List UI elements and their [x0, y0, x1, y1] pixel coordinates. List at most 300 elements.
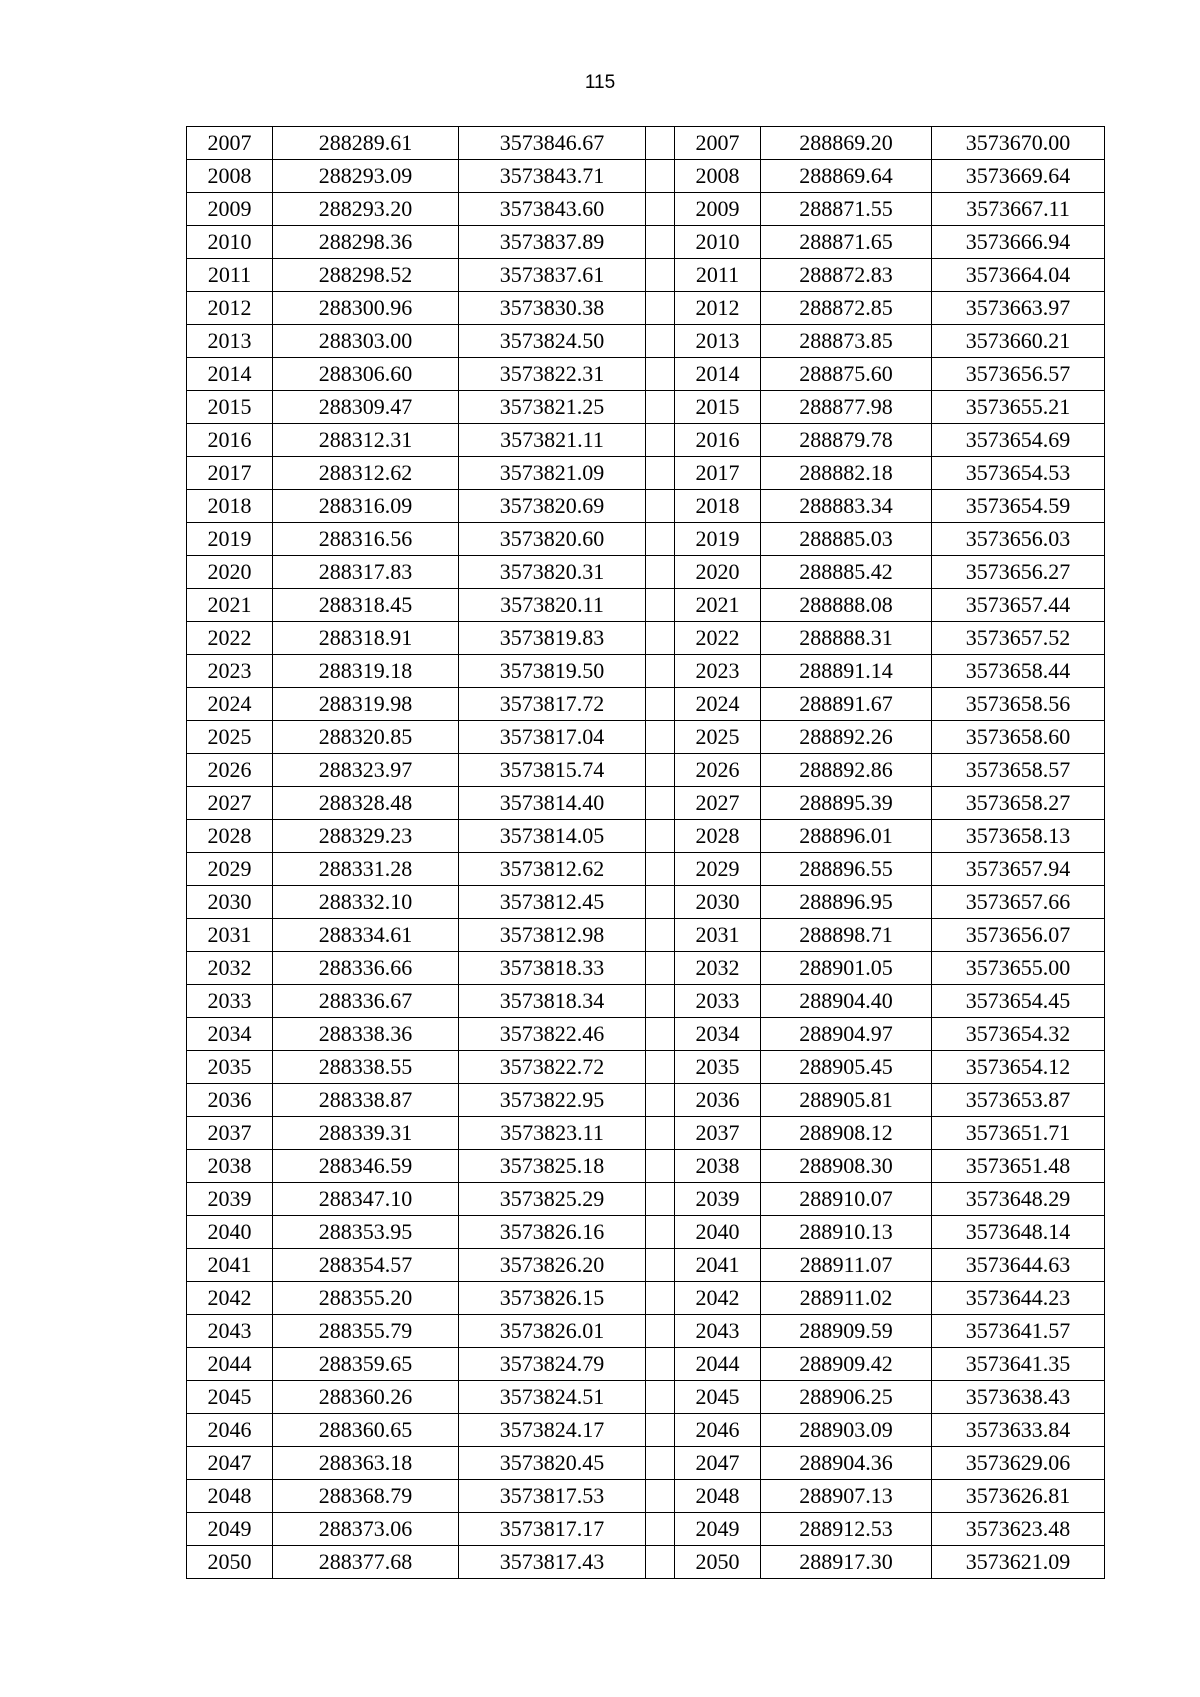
right-x-coordinate-cell: 288907.13	[761, 1480, 932, 1513]
spacer-cell	[646, 589, 675, 622]
left-x-coordinate-cell: 288319.98	[273, 688, 459, 721]
right-point-number-cell: 2041	[675, 1249, 761, 1282]
right-x-coordinate-cell: 288873.85	[761, 325, 932, 358]
right-y-coordinate-cell: 3573623.48	[932, 1513, 1105, 1546]
table-row	[187, 1018, 1105, 1051]
right-point-number-cell: 2014	[675, 358, 761, 391]
left-x-coordinate-cell: 288303.00	[273, 325, 459, 358]
spacer-cell	[646, 1348, 675, 1381]
right-y-coordinate-cell: 3573656.03	[932, 523, 1105, 556]
left-x-coordinate-cell: 288298.36	[273, 226, 459, 259]
left-point-number-cell: 2040	[187, 1216, 273, 1249]
right-y-coordinate-cell: 3573654.32	[932, 1018, 1105, 1051]
left-y-coordinate-cell: 3573815.74	[459, 754, 646, 787]
left-x-coordinate-cell: 288346.59	[273, 1150, 459, 1183]
left-y-coordinate-cell: 3573819.50	[459, 655, 646, 688]
right-x-coordinate-cell: 288896.55	[761, 853, 932, 886]
table-row	[187, 259, 1105, 292]
spacer-cell	[646, 1315, 675, 1348]
table-row	[187, 1249, 1105, 1282]
left-x-coordinate-cell: 288360.26	[273, 1381, 459, 1414]
table-row	[187, 820, 1105, 853]
right-x-coordinate-cell: 288898.71	[761, 919, 932, 952]
right-x-coordinate-cell: 288879.78	[761, 424, 932, 457]
left-x-coordinate-cell: 288373.06	[273, 1513, 459, 1546]
right-point-number-cell: 2046	[675, 1414, 761, 1447]
left-y-coordinate-cell: 3573812.62	[459, 853, 646, 886]
right-point-number-cell: 2042	[675, 1282, 761, 1315]
right-point-number-cell: 2027	[675, 787, 761, 820]
coordinates-table	[186, 126, 1105, 1579]
page-number: 115	[584, 72, 616, 93]
spacer-cell	[646, 1249, 675, 1282]
right-y-coordinate-cell: 3573638.43	[932, 1381, 1105, 1414]
right-x-coordinate-cell: 288872.85	[761, 292, 932, 325]
spacer-cell	[646, 1117, 675, 1150]
left-y-coordinate-cell: 3573846.67	[459, 127, 646, 160]
spacer-cell	[646, 457, 675, 490]
left-y-coordinate-cell: 3573817.72	[459, 688, 646, 721]
table-row	[187, 457, 1105, 490]
spacer-cell	[646, 127, 675, 160]
left-x-coordinate-cell: 288355.20	[273, 1282, 459, 1315]
right-y-coordinate-cell: 3573658.44	[932, 655, 1105, 688]
right-y-coordinate-cell: 3573660.21	[932, 325, 1105, 358]
left-point-number-cell: 2019	[187, 523, 273, 556]
left-y-coordinate-cell: 3573812.45	[459, 886, 646, 919]
left-x-coordinate-cell: 288336.66	[273, 952, 459, 985]
spacer-cell	[646, 655, 675, 688]
table-row	[187, 556, 1105, 589]
left-x-coordinate-cell: 288328.48	[273, 787, 459, 820]
spacer-cell	[646, 391, 675, 424]
spacer-cell	[646, 1084, 675, 1117]
right-x-coordinate-cell: 288905.45	[761, 1051, 932, 1084]
right-point-number-cell: 2043	[675, 1315, 761, 1348]
left-point-number-cell: 2014	[187, 358, 273, 391]
left-x-coordinate-cell: 288312.31	[273, 424, 459, 457]
left-x-coordinate-cell: 288319.18	[273, 655, 459, 688]
table-row	[187, 952, 1105, 985]
right-y-coordinate-cell: 3573663.97	[932, 292, 1105, 325]
left-x-coordinate-cell: 288293.20	[273, 193, 459, 226]
right-point-number-cell: 2026	[675, 754, 761, 787]
right-point-number-cell: 2028	[675, 820, 761, 853]
right-x-coordinate-cell: 288885.42	[761, 556, 932, 589]
table-row	[187, 1315, 1105, 1348]
spacer-cell	[646, 985, 675, 1018]
right-x-coordinate-cell: 288911.07	[761, 1249, 932, 1282]
right-x-coordinate-cell: 288903.09	[761, 1414, 932, 1447]
right-x-coordinate-cell: 288872.83	[761, 259, 932, 292]
left-point-number-cell: 2044	[187, 1348, 273, 1381]
table-row	[187, 1282, 1105, 1315]
right-point-number-cell: 2047	[675, 1447, 761, 1480]
right-x-coordinate-cell: 288909.42	[761, 1348, 932, 1381]
spacer-cell	[646, 919, 675, 952]
right-x-coordinate-cell: 288917.30	[761, 1546, 932, 1579]
left-y-coordinate-cell: 3573843.60	[459, 193, 646, 226]
right-point-number-cell: 2019	[675, 523, 761, 556]
left-y-coordinate-cell: 3573826.16	[459, 1216, 646, 1249]
right-point-number-cell: 2035	[675, 1051, 761, 1084]
table-row	[187, 523, 1105, 556]
table-row	[187, 754, 1105, 787]
left-y-coordinate-cell: 3573820.60	[459, 523, 646, 556]
right-point-number-cell: 2007	[675, 127, 761, 160]
right-point-number-cell: 2034	[675, 1018, 761, 1051]
right-y-coordinate-cell: 3573657.66	[932, 886, 1105, 919]
right-point-number-cell: 2012	[675, 292, 761, 325]
right-point-number-cell: 2032	[675, 952, 761, 985]
spacer-cell	[646, 688, 675, 721]
right-x-coordinate-cell: 288911.02	[761, 1282, 932, 1315]
table-row	[187, 193, 1105, 226]
right-point-number-cell: 2040	[675, 1216, 761, 1249]
right-x-coordinate-cell: 288882.18	[761, 457, 932, 490]
left-point-number-cell: 2041	[187, 1249, 273, 1282]
spacer-cell	[646, 721, 675, 754]
spacer-cell	[646, 325, 675, 358]
table-row	[187, 655, 1105, 688]
left-y-coordinate-cell: 3573817.04	[459, 721, 646, 754]
right-point-number-cell: 2045	[675, 1381, 761, 1414]
table-row	[187, 1051, 1105, 1084]
right-x-coordinate-cell: 288869.64	[761, 160, 932, 193]
table-row	[187, 622, 1105, 655]
left-x-coordinate-cell: 288360.65	[273, 1414, 459, 1447]
right-x-coordinate-cell: 288909.59	[761, 1315, 932, 1348]
right-y-coordinate-cell: 3573658.60	[932, 721, 1105, 754]
left-y-coordinate-cell: 3573818.33	[459, 952, 646, 985]
right-y-coordinate-cell: 3573656.57	[932, 358, 1105, 391]
left-x-coordinate-cell: 288338.55	[273, 1051, 459, 1084]
table-row	[187, 424, 1105, 457]
left-x-coordinate-cell: 288312.62	[273, 457, 459, 490]
spacer-cell	[646, 1051, 675, 1084]
spacer-cell	[646, 1150, 675, 1183]
right-y-coordinate-cell: 3573658.13	[932, 820, 1105, 853]
table-row	[187, 391, 1105, 424]
right-y-coordinate-cell: 3573666.94	[932, 226, 1105, 259]
spacer-cell	[646, 1513, 675, 1546]
left-y-coordinate-cell: 3573819.83	[459, 622, 646, 655]
right-x-coordinate-cell: 288871.65	[761, 226, 932, 259]
right-x-coordinate-cell: 288871.55	[761, 193, 932, 226]
left-point-number-cell: 2033	[187, 985, 273, 1018]
left-point-number-cell: 2013	[187, 325, 273, 358]
left-x-coordinate-cell: 288334.61	[273, 919, 459, 952]
right-point-number-cell: 2029	[675, 853, 761, 886]
left-x-coordinate-cell: 288317.83	[273, 556, 459, 589]
right-y-coordinate-cell: 3573655.00	[932, 952, 1105, 985]
left-point-number-cell: 2021	[187, 589, 273, 622]
left-point-number-cell: 2011	[187, 259, 273, 292]
left-y-coordinate-cell: 3573814.40	[459, 787, 646, 820]
right-point-number-cell: 2031	[675, 919, 761, 952]
right-point-number-cell: 2030	[675, 886, 761, 919]
left-point-number-cell: 2030	[187, 886, 273, 919]
left-y-coordinate-cell: 3573817.53	[459, 1480, 646, 1513]
left-y-coordinate-cell: 3573837.61	[459, 259, 646, 292]
table-row	[187, 1084, 1105, 1117]
right-point-number-cell: 2017	[675, 457, 761, 490]
left-x-coordinate-cell: 288355.79	[273, 1315, 459, 1348]
left-y-coordinate-cell: 3573820.45	[459, 1447, 646, 1480]
left-point-number-cell: 2038	[187, 1150, 273, 1183]
left-y-coordinate-cell: 3573837.89	[459, 226, 646, 259]
spacer-cell	[646, 193, 675, 226]
table-row	[187, 886, 1105, 919]
table-row	[187, 787, 1105, 820]
left-y-coordinate-cell: 3573814.05	[459, 820, 646, 853]
table-row	[187, 292, 1105, 325]
left-x-coordinate-cell: 288289.61	[273, 127, 459, 160]
table-row	[187, 1447, 1105, 1480]
right-x-coordinate-cell: 288901.05	[761, 952, 932, 985]
right-x-coordinate-cell: 288891.67	[761, 688, 932, 721]
right-x-coordinate-cell: 288869.20	[761, 127, 932, 160]
spacer-cell	[646, 853, 675, 886]
left-y-coordinate-cell: 3573820.31	[459, 556, 646, 589]
left-x-coordinate-cell: 288363.18	[273, 1447, 459, 1480]
left-y-coordinate-cell: 3573824.51	[459, 1381, 646, 1414]
spacer-cell	[646, 523, 675, 556]
right-x-coordinate-cell: 288877.98	[761, 391, 932, 424]
left-y-coordinate-cell: 3573826.15	[459, 1282, 646, 1315]
left-x-coordinate-cell: 288316.56	[273, 523, 459, 556]
right-x-coordinate-cell: 288905.81	[761, 1084, 932, 1117]
left-point-number-cell: 2047	[187, 1447, 273, 1480]
right-y-coordinate-cell: 3573654.53	[932, 457, 1105, 490]
spacer-cell	[646, 820, 675, 853]
left-point-number-cell: 2049	[187, 1513, 273, 1546]
right-point-number-cell: 2015	[675, 391, 761, 424]
left-x-coordinate-cell: 288331.28	[273, 853, 459, 886]
left-y-coordinate-cell: 3573824.17	[459, 1414, 646, 1447]
left-y-coordinate-cell: 3573826.01	[459, 1315, 646, 1348]
right-y-coordinate-cell: 3573658.56	[932, 688, 1105, 721]
left-point-number-cell: 2028	[187, 820, 273, 853]
left-y-coordinate-cell: 3573822.95	[459, 1084, 646, 1117]
spacer-cell	[646, 259, 675, 292]
table-row	[187, 1183, 1105, 1216]
left-x-coordinate-cell: 288318.91	[273, 622, 459, 655]
right-y-coordinate-cell: 3573664.04	[932, 259, 1105, 292]
left-point-number-cell: 2018	[187, 490, 273, 523]
spacer-cell	[646, 622, 675, 655]
right-y-coordinate-cell: 3573654.69	[932, 424, 1105, 457]
right-point-number-cell: 2020	[675, 556, 761, 589]
right-point-number-cell: 2048	[675, 1480, 761, 1513]
right-point-number-cell: 2013	[675, 325, 761, 358]
right-x-coordinate-cell: 288908.30	[761, 1150, 932, 1183]
left-y-coordinate-cell: 3573825.18	[459, 1150, 646, 1183]
left-x-coordinate-cell: 288332.10	[273, 886, 459, 919]
left-x-coordinate-cell: 288338.36	[273, 1018, 459, 1051]
left-point-number-cell: 2008	[187, 160, 273, 193]
right-y-coordinate-cell: 3573648.29	[932, 1183, 1105, 1216]
right-x-coordinate-cell: 288908.12	[761, 1117, 932, 1150]
left-x-coordinate-cell: 288336.67	[273, 985, 459, 1018]
left-point-number-cell: 2032	[187, 952, 273, 985]
left-y-coordinate-cell: 3573826.20	[459, 1249, 646, 1282]
right-x-coordinate-cell: 288895.39	[761, 787, 932, 820]
right-x-coordinate-cell: 288910.07	[761, 1183, 932, 1216]
left-point-number-cell: 2017	[187, 457, 273, 490]
right-x-coordinate-cell: 288888.08	[761, 589, 932, 622]
right-point-number-cell: 2033	[675, 985, 761, 1018]
spacer-cell	[646, 358, 675, 391]
right-y-coordinate-cell: 3573644.63	[932, 1249, 1105, 1282]
spacer-cell	[646, 952, 675, 985]
right-point-number-cell: 2023	[675, 655, 761, 688]
left-x-coordinate-cell: 288329.23	[273, 820, 459, 853]
left-x-coordinate-cell: 288354.57	[273, 1249, 459, 1282]
right-y-coordinate-cell: 3573641.57	[932, 1315, 1105, 1348]
right-x-coordinate-cell: 288912.53	[761, 1513, 932, 1546]
right-x-coordinate-cell: 288906.25	[761, 1381, 932, 1414]
right-point-number-cell: 2049	[675, 1513, 761, 1546]
right-y-coordinate-cell: 3573658.27	[932, 787, 1105, 820]
spacer-cell	[646, 1480, 675, 1513]
left-y-coordinate-cell: 3573817.17	[459, 1513, 646, 1546]
right-x-coordinate-cell: 288888.31	[761, 622, 932, 655]
table-row	[187, 1381, 1105, 1414]
right-x-coordinate-cell: 288892.26	[761, 721, 932, 754]
table-row	[187, 1546, 1105, 1579]
left-x-coordinate-cell: 288377.68	[273, 1546, 459, 1579]
left-point-number-cell: 2039	[187, 1183, 273, 1216]
left-y-coordinate-cell: 3573822.31	[459, 358, 646, 391]
table-row	[187, 1216, 1105, 1249]
right-point-number-cell: 2008	[675, 160, 761, 193]
left-y-coordinate-cell: 3573818.34	[459, 985, 646, 1018]
right-point-number-cell: 2036	[675, 1084, 761, 1117]
left-y-coordinate-cell: 3573817.43	[459, 1546, 646, 1579]
right-x-coordinate-cell: 288885.03	[761, 523, 932, 556]
left-point-number-cell: 2007	[187, 127, 273, 160]
left-point-number-cell: 2009	[187, 193, 273, 226]
spacer-cell	[646, 292, 675, 325]
right-point-number-cell: 2022	[675, 622, 761, 655]
spacer-cell	[646, 1381, 675, 1414]
left-y-coordinate-cell: 3573823.11	[459, 1117, 646, 1150]
right-y-coordinate-cell: 3573669.64	[932, 160, 1105, 193]
left-x-coordinate-cell: 288347.10	[273, 1183, 459, 1216]
left-y-coordinate-cell: 3573812.98	[459, 919, 646, 952]
left-y-coordinate-cell: 3573830.38	[459, 292, 646, 325]
right-y-coordinate-cell: 3573657.52	[932, 622, 1105, 655]
right-point-number-cell: 2050	[675, 1546, 761, 1579]
right-y-coordinate-cell: 3573670.00	[932, 127, 1105, 160]
table-row	[187, 1513, 1105, 1546]
spacer-cell	[646, 424, 675, 457]
right-point-number-cell: 2010	[675, 226, 761, 259]
right-point-number-cell: 2024	[675, 688, 761, 721]
left-y-coordinate-cell: 3573824.79	[459, 1348, 646, 1381]
left-x-coordinate-cell: 288320.85	[273, 721, 459, 754]
left-x-coordinate-cell: 288359.65	[273, 1348, 459, 1381]
left-point-number-cell: 2010	[187, 226, 273, 259]
spacer-cell	[646, 1018, 675, 1051]
table-row	[187, 853, 1105, 886]
right-point-number-cell: 2018	[675, 490, 761, 523]
right-y-coordinate-cell: 3573641.35	[932, 1348, 1105, 1381]
right-y-coordinate-cell: 3573655.21	[932, 391, 1105, 424]
left-y-coordinate-cell: 3573825.29	[459, 1183, 646, 1216]
table-row	[187, 127, 1105, 160]
table-row	[187, 919, 1105, 952]
right-point-number-cell: 2039	[675, 1183, 761, 1216]
right-x-coordinate-cell: 288883.34	[761, 490, 932, 523]
right-y-coordinate-cell: 3573648.14	[932, 1216, 1105, 1249]
right-y-coordinate-cell: 3573633.84	[932, 1414, 1105, 1447]
left-x-coordinate-cell: 288298.52	[273, 259, 459, 292]
left-point-number-cell: 2022	[187, 622, 273, 655]
left-point-number-cell: 2034	[187, 1018, 273, 1051]
table-row	[187, 1150, 1105, 1183]
right-x-coordinate-cell: 288910.13	[761, 1216, 932, 1249]
left-point-number-cell: 2045	[187, 1381, 273, 1414]
left-point-number-cell: 2024	[187, 688, 273, 721]
spacer-cell	[646, 1216, 675, 1249]
table-row	[187, 490, 1105, 523]
spacer-cell	[646, 1183, 675, 1216]
spacer-cell	[646, 556, 675, 589]
spacer-cell	[646, 1546, 675, 1579]
right-point-number-cell: 2025	[675, 721, 761, 754]
table-row	[187, 226, 1105, 259]
left-x-coordinate-cell: 288318.45	[273, 589, 459, 622]
left-point-number-cell: 2050	[187, 1546, 273, 1579]
left-point-number-cell: 2015	[187, 391, 273, 424]
right-y-coordinate-cell: 3573656.07	[932, 919, 1105, 952]
right-x-coordinate-cell: 288904.40	[761, 985, 932, 1018]
right-y-coordinate-cell: 3573654.59	[932, 490, 1105, 523]
right-x-coordinate-cell: 288892.86	[761, 754, 932, 787]
right-point-number-cell: 2044	[675, 1348, 761, 1381]
right-y-coordinate-cell: 3573651.71	[932, 1117, 1105, 1150]
right-point-number-cell: 2021	[675, 589, 761, 622]
right-point-number-cell: 2037	[675, 1117, 761, 1150]
left-point-number-cell: 2043	[187, 1315, 273, 1348]
table-row	[187, 325, 1105, 358]
left-x-coordinate-cell: 288293.09	[273, 160, 459, 193]
left-point-number-cell: 2023	[187, 655, 273, 688]
table-row	[187, 721, 1105, 754]
left-point-number-cell: 2026	[187, 754, 273, 787]
left-y-coordinate-cell: 3573822.46	[459, 1018, 646, 1051]
left-x-coordinate-cell: 288353.95	[273, 1216, 459, 1249]
right-y-coordinate-cell: 3573658.57	[932, 754, 1105, 787]
table-row	[187, 1480, 1105, 1513]
right-x-coordinate-cell: 288891.14	[761, 655, 932, 688]
left-y-coordinate-cell: 3573843.71	[459, 160, 646, 193]
spacer-cell	[646, 886, 675, 919]
left-point-number-cell: 2016	[187, 424, 273, 457]
left-x-coordinate-cell: 288316.09	[273, 490, 459, 523]
left-y-coordinate-cell: 3573821.11	[459, 424, 646, 457]
left-x-coordinate-cell: 288309.47	[273, 391, 459, 424]
spacer-cell	[646, 1282, 675, 1315]
right-x-coordinate-cell: 288896.95	[761, 886, 932, 919]
table-row	[187, 358, 1105, 391]
right-x-coordinate-cell: 288904.97	[761, 1018, 932, 1051]
right-y-coordinate-cell: 3573629.06	[932, 1447, 1105, 1480]
right-y-coordinate-cell: 3573656.27	[932, 556, 1105, 589]
table-row	[187, 1348, 1105, 1381]
